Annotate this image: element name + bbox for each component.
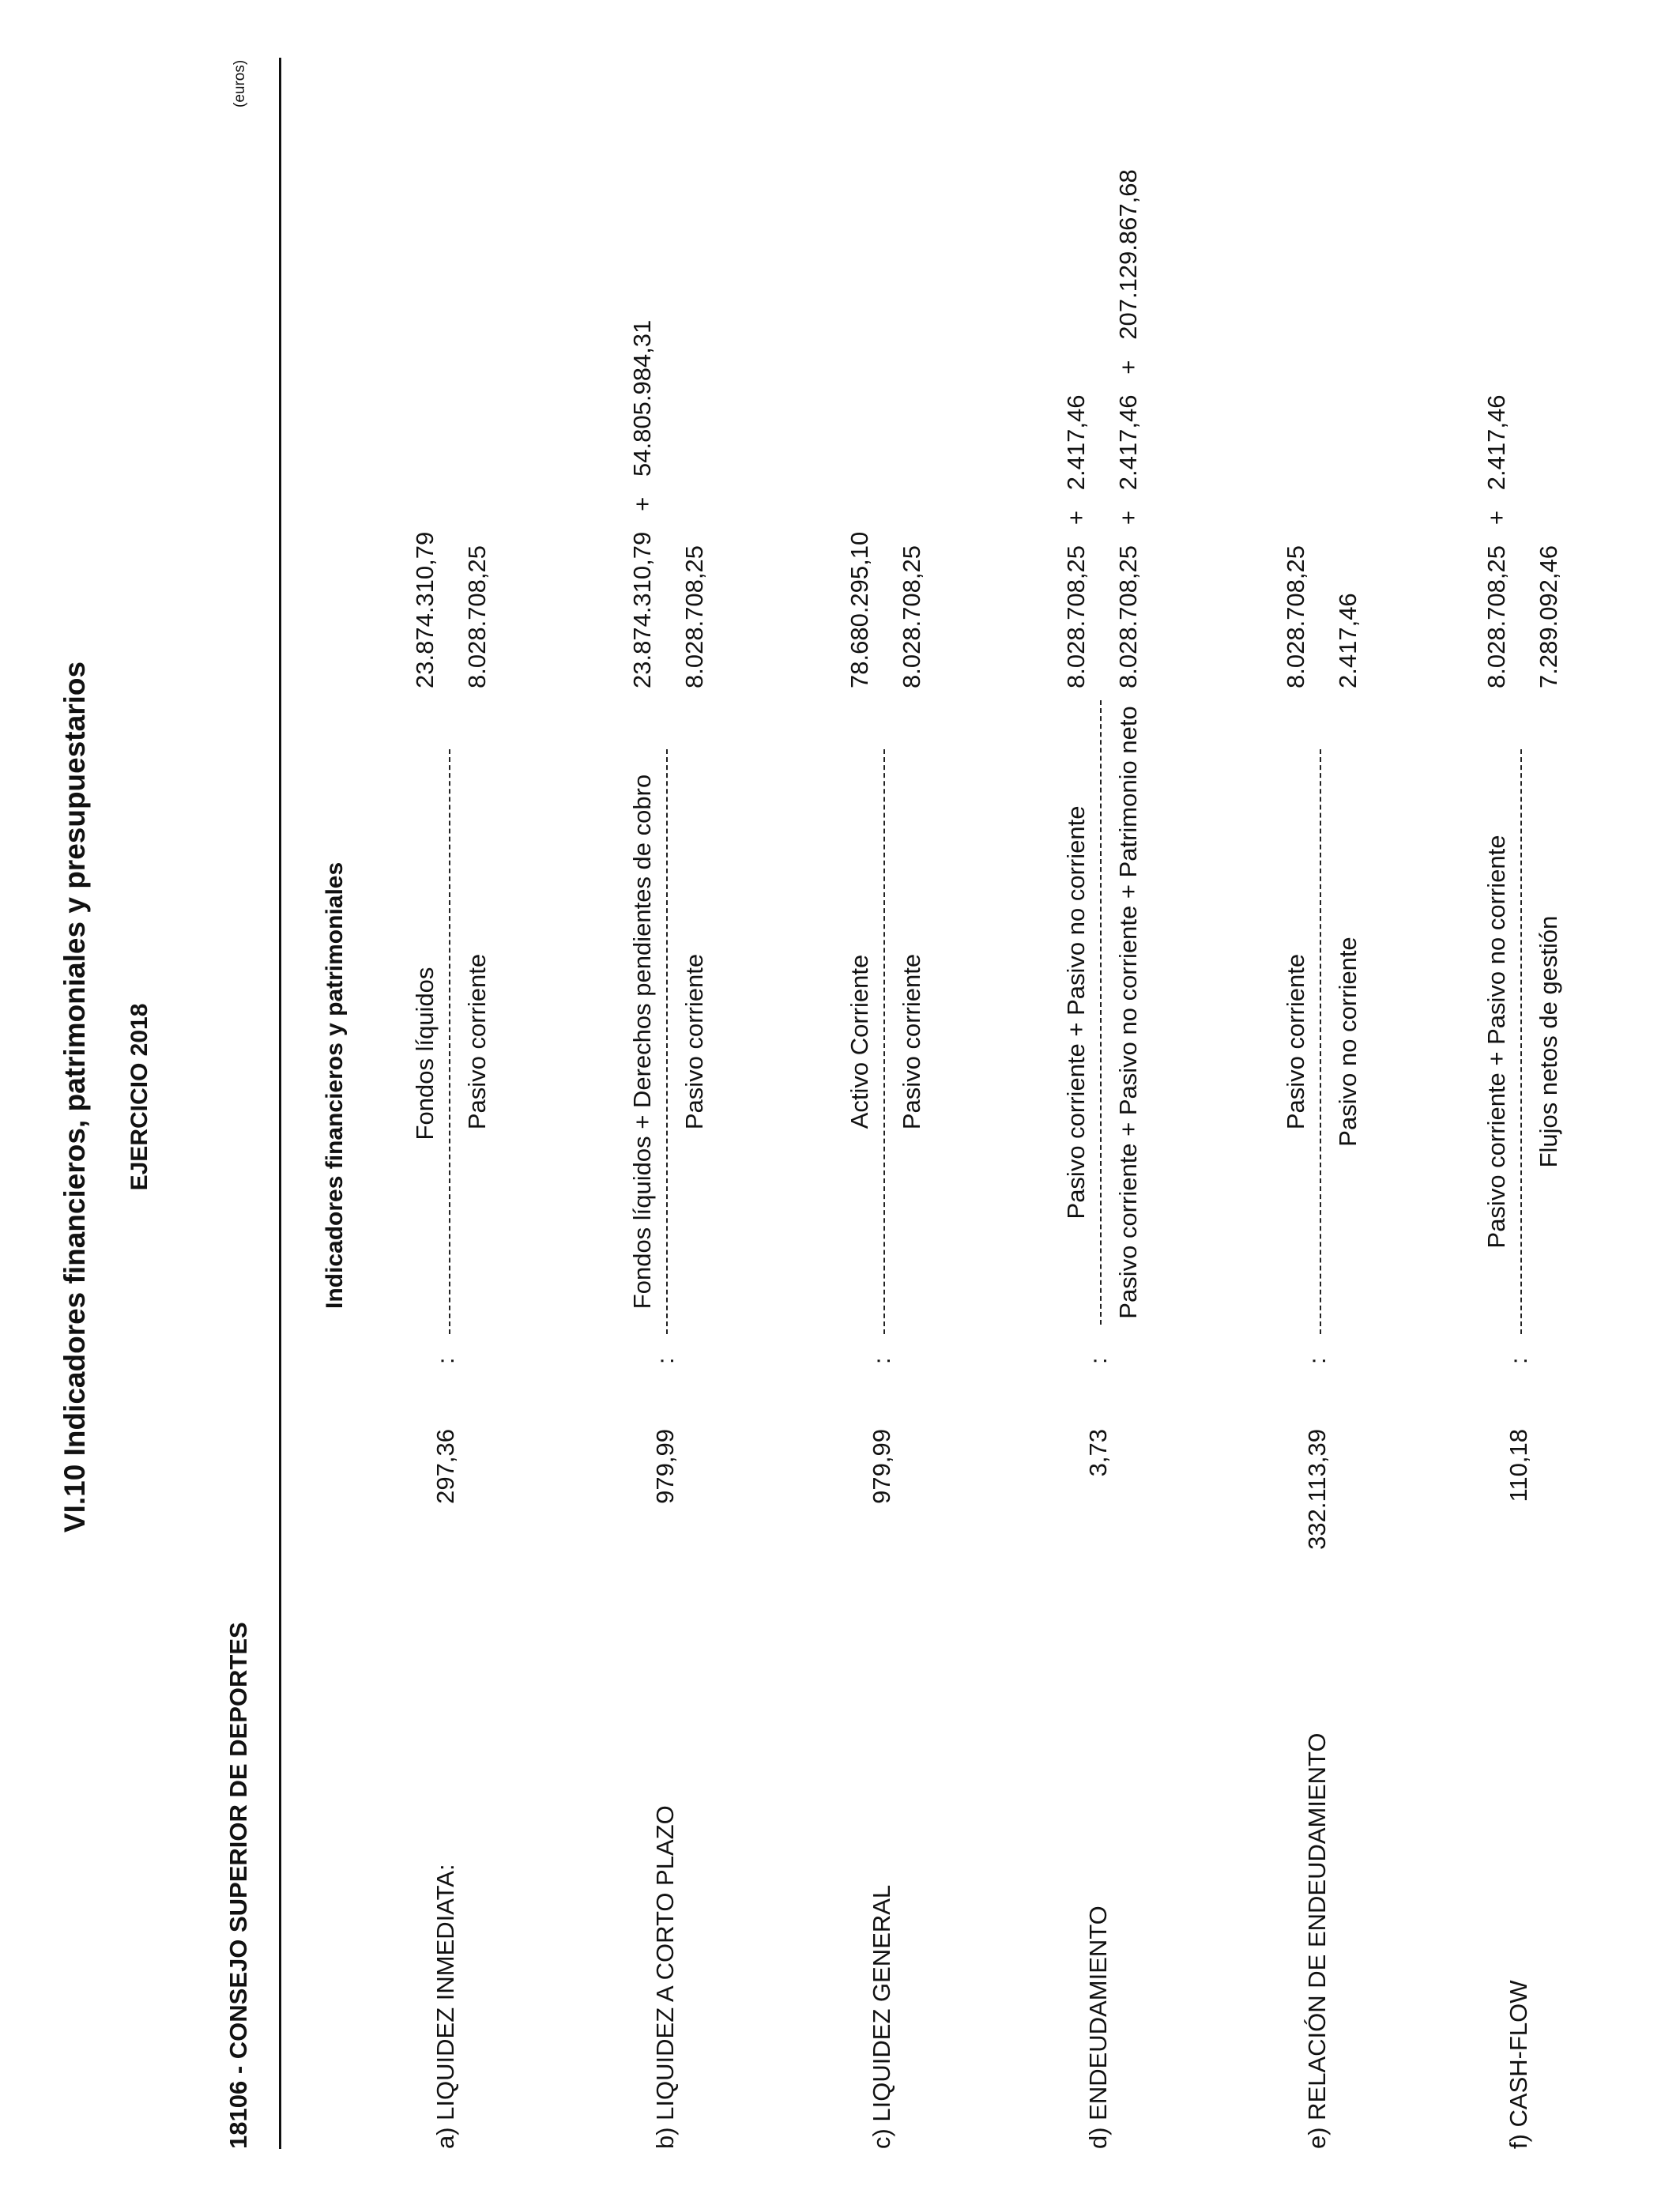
indicator-label: b) LIQUIDEZ A CORTO PLAZO bbox=[651, 1805, 679, 2149]
indicator-formula bbox=[846, 749, 925, 1334]
indicator-formula bbox=[411, 749, 490, 1334]
indicator-value: 979,99 bbox=[651, 1429, 679, 1504]
formula-numerator: Pasivo corriente bbox=[1282, 953, 1309, 1130]
fraction-line bbox=[449, 749, 450, 1334]
indicator-value: 3,73 bbox=[1084, 1429, 1112, 1477]
indicator-label: d) ENDEUDAMIENTO bbox=[1084, 1906, 1112, 2149]
figures-denominator: 8.028.708,25 + 2.417,46 + 207.129.867,68 bbox=[1114, 169, 1142, 688]
figures-numerator: 8.028.708,25 + 2.417,46 bbox=[1062, 394, 1090, 688]
formula-numerator: Activo Corriente bbox=[846, 954, 873, 1129]
section-heading: Indicadores financieros y patrimoniales bbox=[322, 861, 348, 1309]
header-divider bbox=[279, 58, 281, 2149]
indicator-value: 332.113,39 bbox=[1303, 1429, 1331, 1550]
indicator-colon: : bbox=[433, 1357, 459, 1364]
formula-denominator: Flujos netos de gestión bbox=[1535, 915, 1562, 1168]
indicator-value: 110,18 bbox=[1505, 1429, 1532, 1502]
indicator-label: a) LIQUIDEZ INMEDIATA: bbox=[431, 1864, 459, 2149]
indicator-value: 297,36 bbox=[431, 1429, 459, 1504]
fraction-line bbox=[666, 749, 668, 1334]
indicator-value: 979,99 bbox=[868, 1429, 895, 1504]
figures-numerator: 78.680.295,10 bbox=[846, 531, 873, 688]
formula-denominator: Pasivo corriente bbox=[463, 953, 491, 1130]
formula-denominator: Pasivo corriente bbox=[898, 953, 925, 1130]
indicator-colon: : bbox=[869, 1357, 895, 1364]
figures-denominator: 2.417,46 bbox=[1334, 593, 1362, 688]
figures-numerator: 23.874.310,79 + 54.805.984,31 bbox=[628, 319, 656, 688]
formula-numerator: Pasivo corriente + Pasivo no corriente bbox=[1062, 805, 1090, 1220]
fraction-line bbox=[883, 749, 885, 1334]
indicator-colon: : bbox=[1086, 1357, 1112, 1364]
formula-denominator: Pasivo corriente bbox=[680, 953, 708, 1130]
figures-denominator: 8.028.708,25 bbox=[898, 545, 925, 688]
figures-denominator: 8.028.708,25 bbox=[680, 545, 708, 688]
formula-numerator: Pasivo corriente + Pasivo no corriente bbox=[1482, 835, 1510, 1249]
fraction-line bbox=[1520, 749, 1522, 1334]
figures-numerator: 8.028.708,25 bbox=[1282, 545, 1309, 688]
indicator-formula bbox=[628, 749, 707, 1334]
fraction-line bbox=[1100, 700, 1102, 1325]
entity-name: 18106 - CONSEJO SUPERIOR DE DEPORTES bbox=[224, 1622, 252, 2149]
indicator-label: e) RELACIÓN DE ENDEUDAMIENTO bbox=[1303, 1732, 1331, 2149]
formula-denominator: Pasivo corriente + Pasivo no corriente + Patrimonio neto bbox=[1114, 706, 1142, 1319]
indicator-formula bbox=[1062, 700, 1141, 1325]
currency-unit: (euros) bbox=[232, 59, 248, 107]
indicator-colon: : bbox=[653, 1357, 679, 1364]
indicator-label: c) LIQUIDEZ GENERAL bbox=[868, 1884, 895, 2149]
formula-numerator: Fondos líquidos bbox=[411, 967, 439, 1140]
indicator-colon: : bbox=[1506, 1357, 1532, 1364]
figures-denominator: 8.028.708,25 bbox=[463, 545, 491, 688]
formula-denominator: Pasivo no corriente bbox=[1334, 937, 1362, 1147]
indicator-formula bbox=[1482, 749, 1561, 1334]
figures-numerator: 23.874.310,79 bbox=[411, 531, 439, 688]
indicator-formula bbox=[1282, 749, 1361, 1334]
indicator-colon: : bbox=[1305, 1357, 1331, 1364]
report-title: VI.10 Indicadores financieros, patrimoniales y presupuestarios bbox=[58, 661, 91, 1533]
formula-numerator: Fondos líquidos + Derechos pendientes de cobro bbox=[628, 774, 656, 1310]
fraction-line bbox=[1320, 749, 1321, 1334]
indicator-label: f) CASH-FLOW bbox=[1505, 1980, 1532, 2149]
fiscal-year: EJERCICIO 2018 bbox=[126, 1003, 153, 1191]
figures-numerator: 8.028.708,25 + 2.417,46 bbox=[1482, 394, 1510, 688]
figures-denominator: 7.289.092,46 bbox=[1535, 545, 1562, 688]
